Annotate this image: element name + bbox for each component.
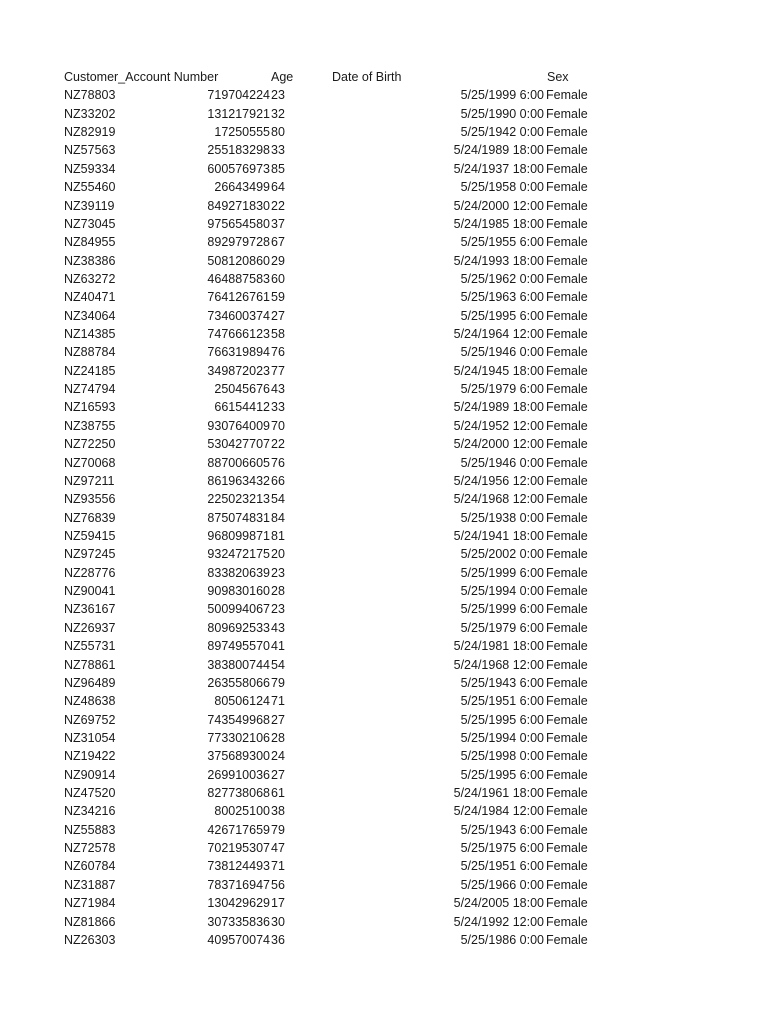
table-row <box>0 656 768 674</box>
account-number-cell: 734600374 <box>207 308 270 323</box>
date-of-birth-cell: 5/24/2000 12:00 <box>453 437 544 452</box>
table-row <box>0 711 768 729</box>
account-number-cell: 743549968 <box>207 712 270 727</box>
date-of-birth-cell: 5/25/1999 6:00 <box>460 602 544 617</box>
account-number-cell: 426717659 <box>207 822 270 837</box>
customer-id-cell: NZ81866 <box>64 914 116 929</box>
age-cell: 29 <box>271 253 285 268</box>
customer-id-cell: NZ14385 <box>64 327 116 342</box>
account-number-header: Customer_Account Number <box>64 70 219 84</box>
sex-cell: Female <box>546 363 588 378</box>
age-cell: 85 <box>271 161 285 176</box>
age-cell: 43 <box>271 382 285 397</box>
table-row <box>0 343 768 361</box>
account-number-cell: 600576973 <box>207 161 270 176</box>
sex-cell: Female <box>546 290 588 305</box>
account-number-cell: 80025100 <box>214 804 270 819</box>
customer-id-cell: NZ97245 <box>64 547 116 562</box>
customer-id-cell: NZ60784 <box>64 859 116 874</box>
date-of-birth-cell: 5/25/1951 6:00 <box>460 694 544 709</box>
customer-id-cell: NZ47520 <box>64 786 116 801</box>
age-cell: 71 <box>271 859 285 874</box>
customer-id-cell: NZ72578 <box>64 841 116 856</box>
account-number-cell: 375689300 <box>207 749 270 764</box>
customer-id-cell: NZ69752 <box>64 712 116 727</box>
sex-cell: Female <box>546 327 588 342</box>
date-of-birth-cell: 5/25/1966 0:00 <box>460 877 544 892</box>
sex-cell: Female <box>546 143 588 158</box>
date-of-birth-cell: 5/24/1952 12:00 <box>453 418 544 433</box>
account-number-cell: 783716947 <box>207 877 270 892</box>
age-cell: 58 <box>271 327 285 342</box>
table-row <box>0 637 768 655</box>
age-cell: 56 <box>271 877 285 892</box>
account-number-cell: 833820639 <box>207 565 270 580</box>
sex-cell: Female <box>546 730 588 745</box>
customer-id-cell: NZ96489 <box>64 675 116 690</box>
age-cell: 28 <box>271 584 285 599</box>
account-number-cell: 25045676 <box>214 382 270 397</box>
age-cell: 33 <box>271 400 285 415</box>
table-row <box>0 307 768 325</box>
account-number-cell: 17250555 <box>214 125 270 140</box>
table-row <box>0 197 768 215</box>
sex-cell: Female <box>546 400 588 415</box>
table-row <box>0 600 768 618</box>
account-number-cell: 508120860 <box>207 253 270 268</box>
table-row <box>0 380 768 398</box>
table-row <box>0 270 768 288</box>
age-cell: 64 <box>271 180 285 195</box>
age-cell: 41 <box>271 639 285 654</box>
age-cell: 59 <box>271 290 285 305</box>
customer-id-cell: NZ40471 <box>64 290 116 305</box>
table-row <box>0 362 768 380</box>
age-header: Age <box>271 70 294 84</box>
date-of-birth-cell: 5/24/1981 18:00 <box>453 639 544 654</box>
customer-id-cell: NZ34216 <box>64 804 116 819</box>
sex-cell: Female <box>546 473 588 488</box>
table-row <box>0 490 768 508</box>
header-row <box>0 68 768 86</box>
table-row <box>0 178 768 196</box>
table-row <box>0 821 768 839</box>
account-number-cell: 766319894 <box>207 345 270 360</box>
age-cell: 38 <box>271 804 285 819</box>
table-body <box>0 86 768 949</box>
age-cell: 60 <box>271 271 285 286</box>
sex-cell: Female <box>546 492 588 507</box>
account-number-cell: 849271830 <box>207 198 270 213</box>
customer-id-cell: NZ28776 <box>64 565 116 580</box>
account-number-cell: 383800744 <box>207 657 270 672</box>
sex-cell: Female <box>546 345 588 360</box>
date-of-birth-cell: 5/24/1984 12:00 <box>453 804 544 819</box>
sex-cell: Female <box>546 694 588 709</box>
account-number-cell: 887006605 <box>207 455 270 470</box>
customer-id-cell: NZ33202 <box>64 106 116 121</box>
date-of-birth-cell: 5/25/1958 0:00 <box>460 180 544 195</box>
sex-cell: Female <box>546 602 588 617</box>
age-cell: 47 <box>271 841 285 856</box>
customer-id-cell: NZ24185 <box>64 363 116 378</box>
table-row <box>0 527 768 545</box>
sex-cell: Female <box>546 767 588 782</box>
date-of-birth-cell: 5/24/1937 18:00 <box>453 161 544 176</box>
account-number-cell: 747666123 <box>207 327 270 342</box>
table-row <box>0 674 768 692</box>
customer-id-cell: NZ84955 <box>64 235 116 250</box>
customer-id-cell: NZ26303 <box>64 932 116 947</box>
age-cell: 27 <box>271 308 285 323</box>
account-number-cell: 861963432 <box>207 473 270 488</box>
age-cell: 28 <box>271 730 285 745</box>
date-of-birth-cell: 5/25/1995 6:00 <box>460 308 544 323</box>
sex-cell: Female <box>546 180 588 195</box>
table-row <box>0 766 768 784</box>
date-of-birth-cell: 5/25/1986 0:00 <box>460 932 544 947</box>
date-of-birth-cell: 5/25/1938 0:00 <box>460 510 544 525</box>
date-of-birth-cell: 5/25/1946 0:00 <box>460 455 544 470</box>
customer-id-cell: NZ34064 <box>64 308 116 323</box>
date-of-birth-cell: 5/25/1999 6:00 <box>460 565 544 580</box>
sex-cell: Female <box>546 216 588 231</box>
date-of-birth-cell: 5/25/1975 6:00 <box>460 841 544 856</box>
table-row <box>0 398 768 416</box>
date-of-birth-cell: 5/24/1964 12:00 <box>453 327 544 342</box>
sex-cell: Female <box>546 932 588 947</box>
sex-cell: Female <box>546 455 588 470</box>
customer-id-cell: NZ82919 <box>64 125 116 140</box>
customer-id-cell: NZ16593 <box>64 400 116 415</box>
customer-id-cell: NZ93556 <box>64 492 116 507</box>
age-cell: 20 <box>271 547 285 562</box>
table-row <box>0 233 768 251</box>
table-row <box>0 894 768 912</box>
account-number-cell: 66154412 <box>214 400 270 415</box>
age-cell: 33 <box>271 143 285 158</box>
sex-cell: Female <box>546 528 588 543</box>
date-of-birth-cell: 5/25/1979 6:00 <box>460 620 544 635</box>
age-cell: 22 <box>271 437 285 452</box>
customer-id-cell: NZ90914 <box>64 767 116 782</box>
table-row <box>0 784 768 802</box>
age-cell: 54 <box>271 657 285 672</box>
customer-id-cell: NZ73045 <box>64 216 116 231</box>
account-number-cell: 930764009 <box>207 418 270 433</box>
age-cell: 61 <box>271 786 285 801</box>
customer-id-cell: NZ63272 <box>64 271 116 286</box>
sex-cell: Female <box>546 620 588 635</box>
table-row <box>0 692 768 710</box>
date-of-birth-cell: 5/25/1994 0:00 <box>460 584 544 599</box>
table-row <box>0 325 768 343</box>
customer-id-cell: NZ76839 <box>64 510 116 525</box>
date-of-birth-cell: 5/24/1961 18:00 <box>453 786 544 801</box>
account-number-cell: 26643499 <box>214 180 270 195</box>
sex-cell: Female <box>546 804 588 819</box>
sex-cell: Female <box>546 584 588 599</box>
date-of-birth-cell: 5/25/1999 6:00 <box>460 88 544 103</box>
table-row <box>0 619 768 637</box>
date-of-birth-cell: 5/25/1942 0:00 <box>460 125 544 140</box>
sex-header: Sex <box>547 70 569 84</box>
table-row <box>0 141 768 159</box>
table-row <box>0 747 768 765</box>
sex-cell: Female <box>546 547 588 562</box>
table-row <box>0 931 768 949</box>
account-number-cell: 500994067 <box>207 602 270 617</box>
date-of-birth-cell: 5/25/1962 0:00 <box>460 271 544 286</box>
account-number-cell: 131217921 <box>207 106 270 121</box>
date-of-birth-cell: 5/25/1963 6:00 <box>460 290 544 305</box>
customer-id-cell: NZ19422 <box>64 749 116 764</box>
account-number-cell: 263558066 <box>207 675 270 690</box>
customer-id-cell: NZ78803 <box>64 88 116 103</box>
table-row <box>0 86 768 104</box>
table-row <box>0 564 768 582</box>
age-cell: 76 <box>271 345 285 360</box>
account-number-cell: 130429629 <box>207 896 270 911</box>
age-cell: 84 <box>271 510 285 525</box>
sex-cell: Female <box>546 639 588 654</box>
date-of-birth-cell: 5/24/1993 18:00 <box>453 253 544 268</box>
age-cell: 66 <box>271 473 285 488</box>
date-of-birth-cell: 5/24/1968 12:00 <box>453 657 544 672</box>
age-cell: 36 <box>271 932 285 947</box>
customer-id-cell: NZ97211 <box>64 473 115 488</box>
age-cell: 27 <box>271 712 285 727</box>
customer-id-cell: NZ90041 <box>64 584 116 599</box>
date-of-birth-cell: 5/25/1995 6:00 <box>460 767 544 782</box>
age-cell: 80 <box>271 125 285 140</box>
date-of-birth-cell: 5/25/1946 0:00 <box>460 345 544 360</box>
customer-id-cell: NZ31887 <box>64 877 116 892</box>
age-cell: 23 <box>271 565 285 580</box>
account-number-cell: 932472175 <box>207 547 270 562</box>
sex-cell: Female <box>546 437 588 452</box>
account-number-cell: 307335836 <box>207 914 270 929</box>
customer-id-cell: NZ55460 <box>64 180 116 195</box>
sex-cell: Female <box>546 822 588 837</box>
age-cell: 79 <box>271 822 285 837</box>
table-row <box>0 105 768 123</box>
date-of-birth-cell: 5/24/2005 18:00 <box>453 896 544 911</box>
table-row <box>0 876 768 894</box>
age-cell: 30 <box>271 914 285 929</box>
age-cell: 79 <box>271 675 285 690</box>
sex-cell: Female <box>546 253 588 268</box>
sex-cell: Female <box>546 841 588 856</box>
age-cell: 27 <box>271 767 285 782</box>
table-row <box>0 509 768 527</box>
date-of-birth-cell: 5/24/1945 18:00 <box>453 363 544 378</box>
age-cell: 54 <box>271 492 285 507</box>
customer-id-cell: NZ78861 <box>64 657 116 672</box>
customer-id-cell: NZ31054 <box>64 730 116 745</box>
date-of-birth-cell: 5/24/1985 18:00 <box>453 216 544 231</box>
sex-cell: Female <box>546 235 588 250</box>
sex-cell: Female <box>546 271 588 286</box>
sex-cell: Female <box>546 896 588 911</box>
table-row <box>0 215 768 233</box>
account-number-cell: 764126761 <box>207 290 270 305</box>
date-of-birth-cell: 5/25/1979 6:00 <box>460 382 544 397</box>
table-row <box>0 454 768 472</box>
customer-id-cell: NZ36167 <box>64 602 116 617</box>
date-of-birth-cell: 5/25/1995 6:00 <box>460 712 544 727</box>
age-cell: 70 <box>271 418 285 433</box>
table-row <box>0 123 768 141</box>
sex-cell: Female <box>546 418 588 433</box>
age-cell: 71 <box>271 694 285 709</box>
age-cell: 32 <box>271 106 285 121</box>
sex-cell: Female <box>546 382 588 397</box>
sex-cell: Female <box>546 198 588 213</box>
age-cell: 24 <box>271 749 285 764</box>
customer-id-cell: NZ59334 <box>64 161 116 176</box>
account-number-cell: 827738068 <box>207 786 270 801</box>
age-cell: 22 <box>271 198 285 213</box>
age-cell: 81 <box>271 528 285 543</box>
date-of-birth-cell: 5/25/1994 0:00 <box>460 730 544 745</box>
table-row <box>0 472 768 490</box>
sex-cell: Female <box>546 859 588 874</box>
sex-cell: Female <box>546 565 588 580</box>
date-of-birth-cell: 5/25/1943 6:00 <box>460 675 544 690</box>
account-number-cell: 255183298 <box>207 143 270 158</box>
sex-cell: Female <box>546 749 588 764</box>
date-of-birth-cell: 5/24/1956 12:00 <box>453 473 544 488</box>
customer-id-cell: NZ55883 <box>64 822 116 837</box>
table-row <box>0 582 768 600</box>
sex-cell: Female <box>546 125 588 140</box>
account-number-cell: 897495570 <box>207 639 270 654</box>
account-number-cell: 719704224 <box>207 88 270 103</box>
sex-cell: Female <box>546 106 588 121</box>
table-row <box>0 857 768 875</box>
customer-id-cell: NZ71984 <box>64 896 116 911</box>
age-cell: 17 <box>271 896 285 911</box>
sex-cell: Female <box>546 675 588 690</box>
sex-cell: Female <box>546 161 588 176</box>
spreadsheet-table <box>0 68 768 949</box>
table-row <box>0 417 768 435</box>
customer-id-cell: NZ74794 <box>64 382 116 397</box>
date-of-birth-cell: 5/25/1951 6:00 <box>460 859 544 874</box>
customer-id-cell: NZ39119 <box>64 198 115 213</box>
customer-id-cell: NZ26937 <box>64 620 116 635</box>
date-of-birth-cell: 5/25/1998 0:00 <box>460 749 544 764</box>
customer-id-cell: NZ88784 <box>64 345 116 360</box>
customer-id-cell: NZ38755 <box>64 418 116 433</box>
account-number-cell: 409570074 <box>207 932 270 947</box>
date-of-birth-header: Date of Birth <box>332 70 402 84</box>
table-row <box>0 435 768 453</box>
customer-id-cell: NZ70068 <box>64 455 116 470</box>
account-number-cell: 975654580 <box>207 216 270 231</box>
account-number-cell: 349872023 <box>207 363 270 378</box>
age-cell: 77 <box>271 363 285 378</box>
table-row <box>0 802 768 820</box>
account-number-cell: 773302106 <box>207 730 270 745</box>
customer-id-cell: NZ57563 <box>64 143 116 158</box>
date-of-birth-cell: 5/24/2000 12:00 <box>453 198 544 213</box>
table-row <box>0 913 768 931</box>
account-number-cell: 738124493 <box>207 859 270 874</box>
sex-cell: Female <box>546 308 588 323</box>
sex-cell: Female <box>546 510 588 525</box>
account-number-cell: 80506124 <box>214 694 270 709</box>
age-cell: 37 <box>271 216 285 231</box>
age-cell: 23 <box>271 88 285 103</box>
customer-id-cell: NZ55731 <box>64 639 116 654</box>
customer-id-cell: NZ72250 <box>64 437 116 452</box>
account-number-cell: 909830160 <box>207 584 270 599</box>
age-cell: 23 <box>271 602 285 617</box>
account-number-cell: 968099871 <box>207 528 270 543</box>
account-number-cell: 809692533 <box>207 620 270 635</box>
table-row <box>0 160 768 178</box>
sex-cell: Female <box>546 657 588 672</box>
account-number-cell: 464887583 <box>207 271 270 286</box>
table-row <box>0 252 768 270</box>
account-number-cell: 875074831 <box>207 510 270 525</box>
table-row <box>0 288 768 306</box>
date-of-birth-cell: 5/25/1943 6:00 <box>460 822 544 837</box>
account-number-cell: 269910036 <box>207 767 270 782</box>
date-of-birth-cell: 5/25/1990 0:00 <box>460 106 544 121</box>
sex-cell: Female <box>546 712 588 727</box>
sex-cell: Female <box>546 877 588 892</box>
date-of-birth-cell: 5/24/1989 18:00 <box>453 400 544 415</box>
customer-id-cell: NZ38386 <box>64 253 116 268</box>
age-cell: 43 <box>271 620 285 635</box>
account-number-cell: 225023213 <box>207 492 270 507</box>
date-of-birth-cell: 5/24/1968 12:00 <box>453 492 544 507</box>
sex-cell: Female <box>546 914 588 929</box>
date-of-birth-cell: 5/25/1955 6:00 <box>460 235 544 250</box>
account-number-cell: 702195307 <box>207 841 270 856</box>
date-of-birth-cell: 5/24/1941 18:00 <box>453 528 544 543</box>
sex-cell: Female <box>546 88 588 103</box>
sex-cell: Female <box>546 786 588 801</box>
age-cell: 67 <box>271 235 285 250</box>
account-number-cell: 892979728 <box>207 235 270 250</box>
date-of-birth-cell: 5/25/2002 0:00 <box>460 547 544 562</box>
date-of-birth-cell: 5/24/1992 12:00 <box>453 914 544 929</box>
table-row <box>0 729 768 747</box>
account-number-cell: 530427707 <box>207 437 270 452</box>
table-row <box>0 545 768 563</box>
age-cell: 76 <box>271 455 285 470</box>
table-row <box>0 839 768 857</box>
date-of-birth-cell: 5/24/1989 18:00 <box>453 143 544 158</box>
customer-id-cell: NZ48638 <box>64 694 116 709</box>
customer-id-cell: NZ59415 <box>64 528 116 543</box>
